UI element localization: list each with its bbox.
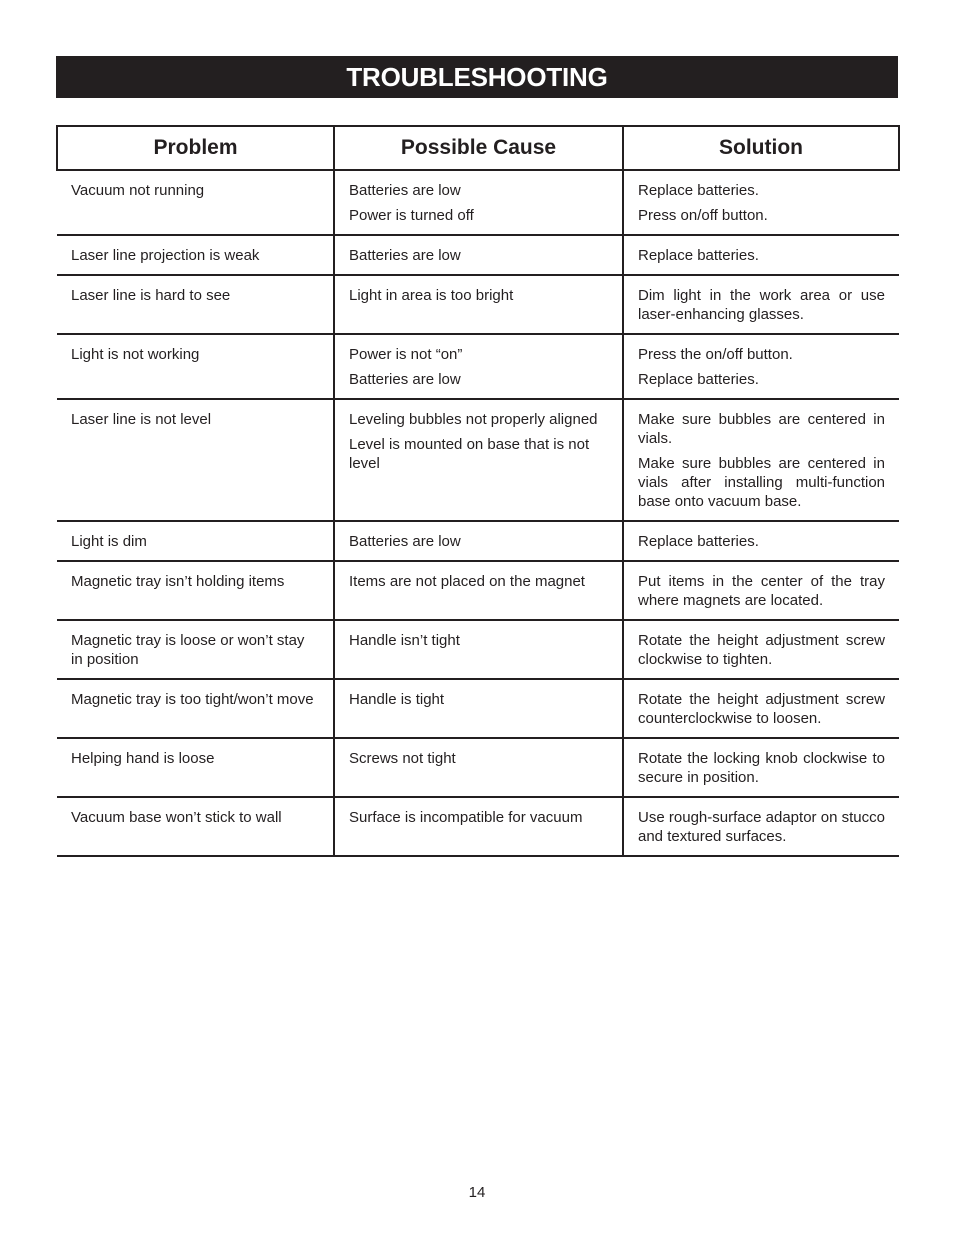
possible-cause-cell	[334, 235, 623, 275]
solution-cell	[623, 738, 899, 797]
troubleshooting-table	[56, 125, 900, 857]
problem-cell	[57, 399, 334, 521]
problem-text: Vacuum not running	[71, 182, 205, 199]
solution-cell	[623, 235, 899, 275]
problem-text: Laser line is hard to see	[71, 287, 231, 304]
possible-cause-cell	[334, 561, 623, 620]
problem-text: Magnetic tray is loose or won’t stay in position	[71, 632, 305, 668]
solution-text: Rotate the locking knob clockwise to secure in position.	[638, 750, 885, 786]
solution-cell	[623, 399, 899, 521]
table-header-row	[57, 126, 899, 170]
possible-cause-text: Batteries are low	[349, 533, 461, 550]
title-bar	[56, 56, 898, 98]
problem-text: Light is not working	[71, 346, 200, 363]
solution-text: Use rough-surface adaptor on stucco and textured surfaces.	[638, 809, 885, 845]
table-row	[57, 620, 899, 679]
possible-cause-text: Items are not placed on the magnet	[349, 573, 585, 590]
problem-cell	[57, 334, 334, 399]
table-row	[57, 334, 899, 399]
solution-cell	[623, 521, 899, 561]
possible-cause-cell	[334, 399, 623, 521]
problem-text: Laser line is not level	[71, 411, 212, 428]
solution-text: Rotate the height adjustment screw clockwise to tighten.	[638, 632, 885, 668]
problem-cell	[57, 561, 334, 620]
problem-text: Magnetic tray isn’t holding items	[71, 573, 285, 590]
problem-cell	[57, 738, 334, 797]
solution-text: Replace batteries.	[638, 182, 759, 199]
solution-cell	[623, 275, 899, 334]
solution-text: Press on/off button.	[638, 207, 768, 224]
possible-cause-cell	[334, 170, 623, 235]
table-row	[57, 399, 899, 521]
problem-cell	[57, 170, 334, 235]
possible-cause-text: Handle is tight	[349, 691, 445, 708]
solution-cell	[623, 797, 899, 856]
possible-cause-text: Leveling bubbles not properly aligned	[349, 411, 598, 428]
table-row	[57, 521, 899, 561]
table-row	[57, 679, 899, 738]
possible-cause-text: Batteries are low	[349, 247, 461, 264]
possible-cause-text: Batteries are low	[349, 371, 461, 388]
solution-text: Make sure bubbles are centered in vials after installing multi-function base onto vacuum base.	[638, 455, 885, 510]
column-header-solution: Solution	[623, 126, 899, 170]
solution-text: Replace batteries.	[638, 247, 759, 264]
problem-cell	[57, 797, 334, 856]
possible-cause-cell	[334, 334, 623, 399]
solution-cell	[623, 561, 899, 620]
problem-cell	[57, 275, 334, 334]
solution-text: Press the on/off button.	[638, 346, 793, 363]
possible-cause-cell	[334, 797, 623, 856]
problem-cell	[57, 620, 334, 679]
problem-text: Laser line projection is weak	[71, 247, 260, 264]
problem-cell	[57, 235, 334, 275]
possible-cause-cell	[334, 521, 623, 561]
possible-cause-text: Level is mounted on base that is not level	[349, 436, 590, 472]
problem-cell	[57, 521, 334, 561]
possible-cause-text: Light in area is too bright	[349, 287, 514, 304]
solution-text: Replace batteries.	[638, 533, 759, 550]
possible-cause-cell	[334, 679, 623, 738]
possible-cause-text: Power is turned off	[349, 207, 474, 224]
possible-cause-text: Power is not “on”	[349, 346, 463, 363]
possible-cause-cell	[334, 620, 623, 679]
solution-text: Make sure bubbles are centered in vials.	[638, 411, 885, 447]
table-row	[57, 561, 899, 620]
table-row	[57, 738, 899, 797]
problem-text: Helping hand is loose	[71, 750, 215, 767]
problem-text: Vacuum base won’t stick to wall	[71, 809, 282, 826]
possible-cause-text: Screws not tight	[349, 750, 456, 767]
column-header-problem: Problem	[57, 126, 334, 170]
possible-cause-text: Batteries are low	[349, 182, 461, 199]
table-row	[57, 275, 899, 334]
possible-cause-cell	[334, 738, 623, 797]
table-row	[57, 170, 899, 235]
table-body	[57, 170, 899, 856]
column-header-possible-cause: Possible Cause	[334, 126, 623, 170]
possible-cause-text: Handle isn’t tight	[349, 632, 460, 649]
possible-cause-cell	[334, 275, 623, 334]
page-number: 14	[468, 1184, 486, 1201]
solution-cell	[623, 620, 899, 679]
problem-text: Light is dim	[71, 533, 147, 550]
solution-text: Replace batteries.	[638, 371, 759, 388]
solution-cell	[623, 679, 899, 738]
solution-text: Dim light in the work area or use laser-enhancing glasses.	[638, 287, 885, 323]
solution-cell	[623, 334, 899, 399]
problem-cell	[57, 679, 334, 738]
page-title: TROUBLESHOOTING	[346, 61, 608, 92]
table-row	[57, 797, 899, 856]
problem-text: Magnetic tray is too tight/won’t move	[71, 691, 314, 708]
solution-text: Put items in the center of the tray where magnets are located.	[638, 573, 885, 609]
solution-cell	[623, 170, 899, 235]
possible-cause-text: Surface is incompatible for vacuum	[349, 809, 583, 826]
table-row	[57, 235, 899, 275]
solution-text: Rotate the height adjustment screw counterclockwise to loosen.	[638, 691, 885, 727]
